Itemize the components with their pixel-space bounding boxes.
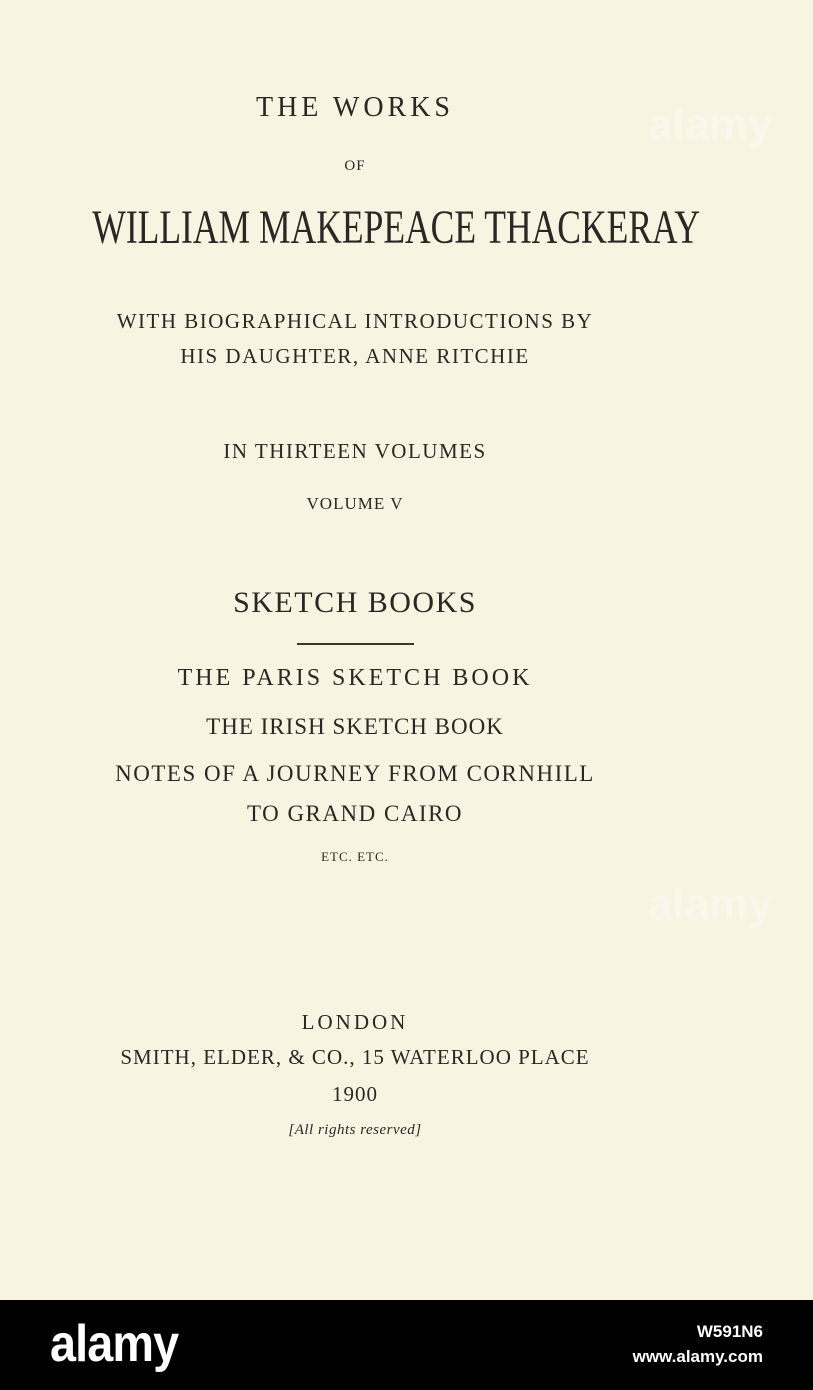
contents-item: THE PARIS SKETCH BOOK (177, 665, 533, 691)
contents-item: NOTES OF A JOURNEY FROM CORNHILL (115, 761, 595, 786)
etc-line: ETC. ETC. (321, 849, 389, 864)
watermark: alamy (648, 880, 773, 929)
section-title: SKETCH BOOKS (233, 586, 477, 619)
site-url: www.alamy.com (632, 1347, 763, 1366)
image-id: W591N6 (696, 1322, 763, 1341)
contents-item: TO GRAND CAIRO (246, 801, 464, 826)
volume-number: VOLUME V (306, 494, 404, 513)
intro-line-2: HIS DAUGHTER, ANNE RITCHIE (180, 344, 530, 368)
publisher-line: SMITH, ELDER, & CO., 15 WATERLOO PLACE (120, 1045, 590, 1069)
stock-footer-bar (0, 1300, 813, 1390)
publication-city: LONDON (301, 1010, 409, 1034)
author-name: WILLIAM MAKEPEACE THACKERAY (92, 201, 701, 254)
intro-line-1: WITH BIOGRAPHICAL INTRODUCTIONS BY (116, 309, 594, 333)
rights-notice: [All rights reserved] (288, 1122, 422, 1138)
alamy-logo: alamy (50, 1315, 179, 1373)
volume-count: IN THIRTEEN VOLUMES (223, 439, 487, 463)
series-title: THE WORKS (255, 92, 455, 123)
contents-item: THE IRISH SKETCH BOOK (206, 714, 504, 739)
of-line: OF (344, 158, 366, 174)
watermark: alamy (648, 100, 773, 149)
divider-rule (297, 643, 414, 645)
publication-year: 1900 (332, 1082, 378, 1106)
